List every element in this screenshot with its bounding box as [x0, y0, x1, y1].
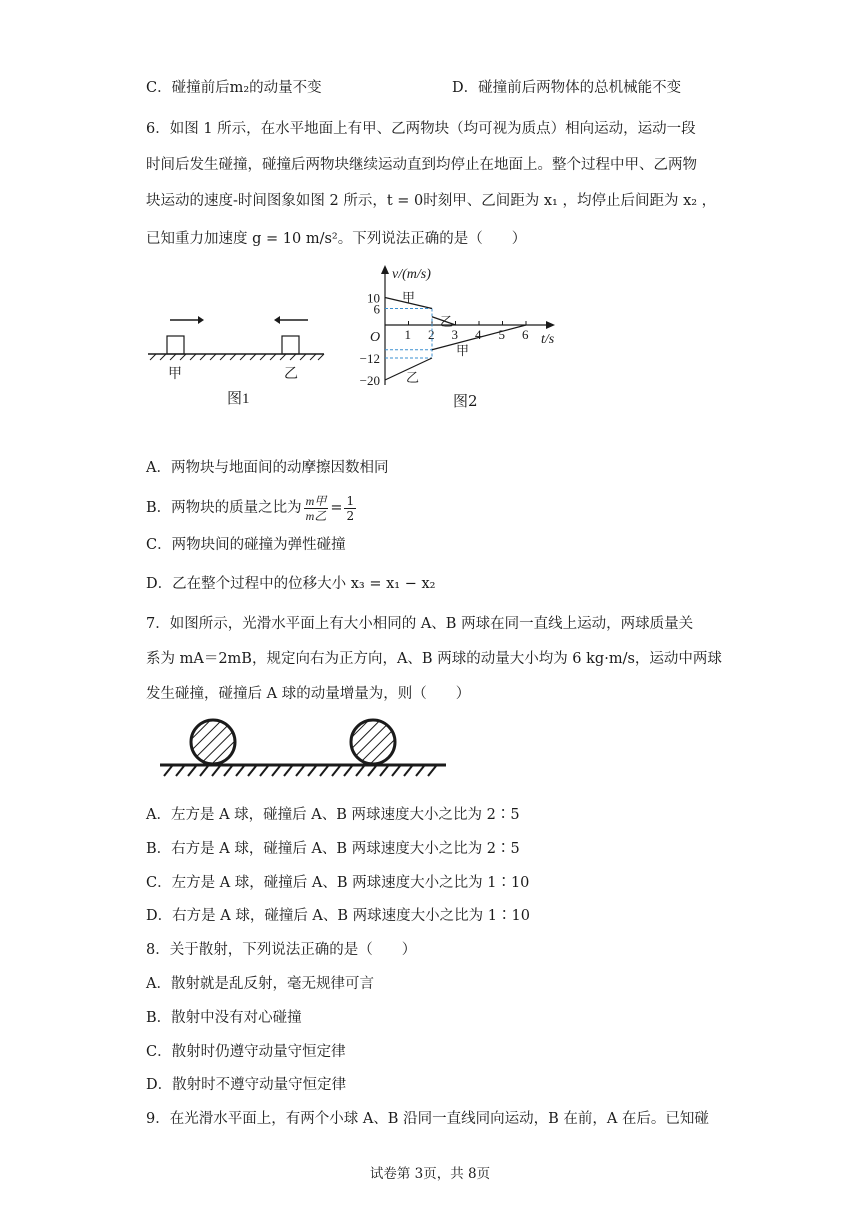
fig1-arrow-left-icon [274, 316, 308, 324]
q7-option-b: B．右方是 A 球，碰撞后 A、B 两球速度大小之比为 2∶5 [146, 841, 520, 857]
fig1-arrow-right-icon [170, 316, 204, 324]
q6-option-d: D．乙在整个过程中的位移大小 x₃ = x₁ − x₂ [146, 576, 436, 592]
q7-option-c: C．左方是 A 球，碰撞后 A、B 两球速度大小之比为 1∶10 [146, 875, 530, 891]
q6-option-b-ratio-fraction [344, 494, 356, 523]
fig2-ytick-label: 6 [373, 301, 380, 317]
fig2-xlabel: t/s [541, 332, 555, 347]
q7-stem-line2: 系为 mA＝2mB，规定向右为正方向，A、B 两球的动量大小均为 6 kg·m/s，运动中两球 [146, 651, 722, 667]
fig1-block-a [167, 336, 184, 354]
fig2-xtick-label: 2 [428, 327, 435, 342]
q6-stem-line2: 时间后发生碰撞，碰撞后两物块继续运动直到均停止在地面上。整个过程中甲、乙两物 [146, 157, 697, 173]
fig2-ylabel: v/(m/s) [392, 267, 431, 282]
fig2-label-jia-bottom: 甲 [456, 343, 470, 358]
fig2-xtick-label: 3 [451, 327, 458, 342]
fig2-xtick-label: 4 [475, 327, 482, 342]
q7-option-d: D．右方是 A 球，碰撞后 A、B 两球速度大小之比为 1∶10 [146, 908, 530, 924]
fig2-label-yi-right: 乙 [440, 314, 454, 329]
fig2-xaxis-arrow-icon [546, 321, 555, 329]
q6-option-b [146, 490, 358, 526]
fig2-ytick-label: 10 [367, 290, 380, 306]
fig2-yaxis-arrow-icon [381, 265, 389, 274]
q6-option-b-prefix: B．两物块的质量之比为 [146, 500, 302, 516]
fig2-xtick-label: 5 [498, 327, 505, 342]
q6-option-b-mass-fraction [304, 494, 329, 523]
q7-ball-right [351, 720, 395, 764]
q7-option-a: A．左方是 A 球，碰撞后 A、B 两球速度大小之比为 2∶5 [146, 807, 520, 823]
fig2-label-yi-bottom: 乙 [406, 370, 420, 385]
q8-stem: 8．关于散射，下列说法正确的是（ ） [146, 942, 417, 958]
page-footer: 试卷第 3页，共 8页 [369, 1166, 491, 1182]
q7-ground [160, 765, 446, 776]
fig1-caption: 图1 [227, 391, 250, 406]
q6-option-b-den: m乙 [305, 508, 327, 523]
q8-option-a: A．散射就是乱反射，毫无规律可言 [146, 976, 374, 992]
q8-option-c: C．散射时仍遵守动量守恒定律 [146, 1044, 346, 1060]
q8-option-d: D．散射时不遵守动量守恒定律 [146, 1077, 347, 1093]
q6-option-b-rnum: 1 [346, 493, 355, 508]
fig2-label-jia-top: 甲 [402, 290, 416, 305]
q6-option-b-num: m甲 [305, 493, 327, 508]
fig1-label-a: 甲 [168, 367, 182, 382]
fig2-ytick-label: −20 [359, 373, 380, 388]
fig2-xtick-label: 1 [404, 327, 411, 342]
fig1-block-b [282, 336, 299, 354]
q6-figure1 [140, 306, 340, 406]
q7-stem-line1: 7．如图所示，光滑水平面上有大小相同的 A、B 两球在同一直线上运动，两球质量关 [146, 616, 694, 632]
q8-option-b: B．散射中没有对心碰撞 [146, 1010, 302, 1026]
q7-ball-left [191, 720, 235, 764]
q6-option-c: C．两物块间的碰撞为弹性碰撞 [146, 537, 346, 553]
q7-figure [150, 712, 460, 788]
fig2-caption: 图2 [453, 392, 478, 410]
q6-stem-line3: 块运动的速度-时间图象如图 2 所示，t = 0时刻甲、乙间距为 x₁ ，均停止后间距为 x₂ ， [146, 193, 717, 209]
fig2-ytick-label: −12 [359, 351, 380, 366]
q5-option-d: D．碰撞前后两物体的总机械能不变 [452, 80, 682, 96]
q7-stem-line3: 发生碰撞，碰撞后 A 球的动量增量为，则（ ） [146, 686, 471, 702]
q6-figure2-chart [340, 260, 580, 410]
fig2-xtick-label: 6 [522, 327, 529, 342]
q6-option-b-eq: = [330, 500, 343, 516]
fig1-ground [148, 354, 324, 360]
q5-option-c: C．碰撞前后m₂的动量不变 [146, 80, 322, 96]
fig1-label-b: 乙 [284, 367, 298, 382]
q6-option-a: A．两物块与地面间的动摩擦因数相同 [146, 460, 389, 476]
q6-stem-line4: 已知重力加速度 g = 10 m/s²。下列说法正确的是（ ） [146, 231, 527, 247]
q6-stem-line1: 6．如图 1 所示，在水平地面上有甲、乙两物块（均可视为质点）相向运动，运动一段 [146, 121, 696, 137]
fig2-origin: O [370, 330, 381, 345]
q6-option-b-rden: 2 [346, 508, 355, 523]
q9-stem-line1: 9．在光滑水平面上，有两个小球 A、B 沿同一直线同向运动，B 在前，A 在后。已知碰 [146, 1111, 709, 1127]
